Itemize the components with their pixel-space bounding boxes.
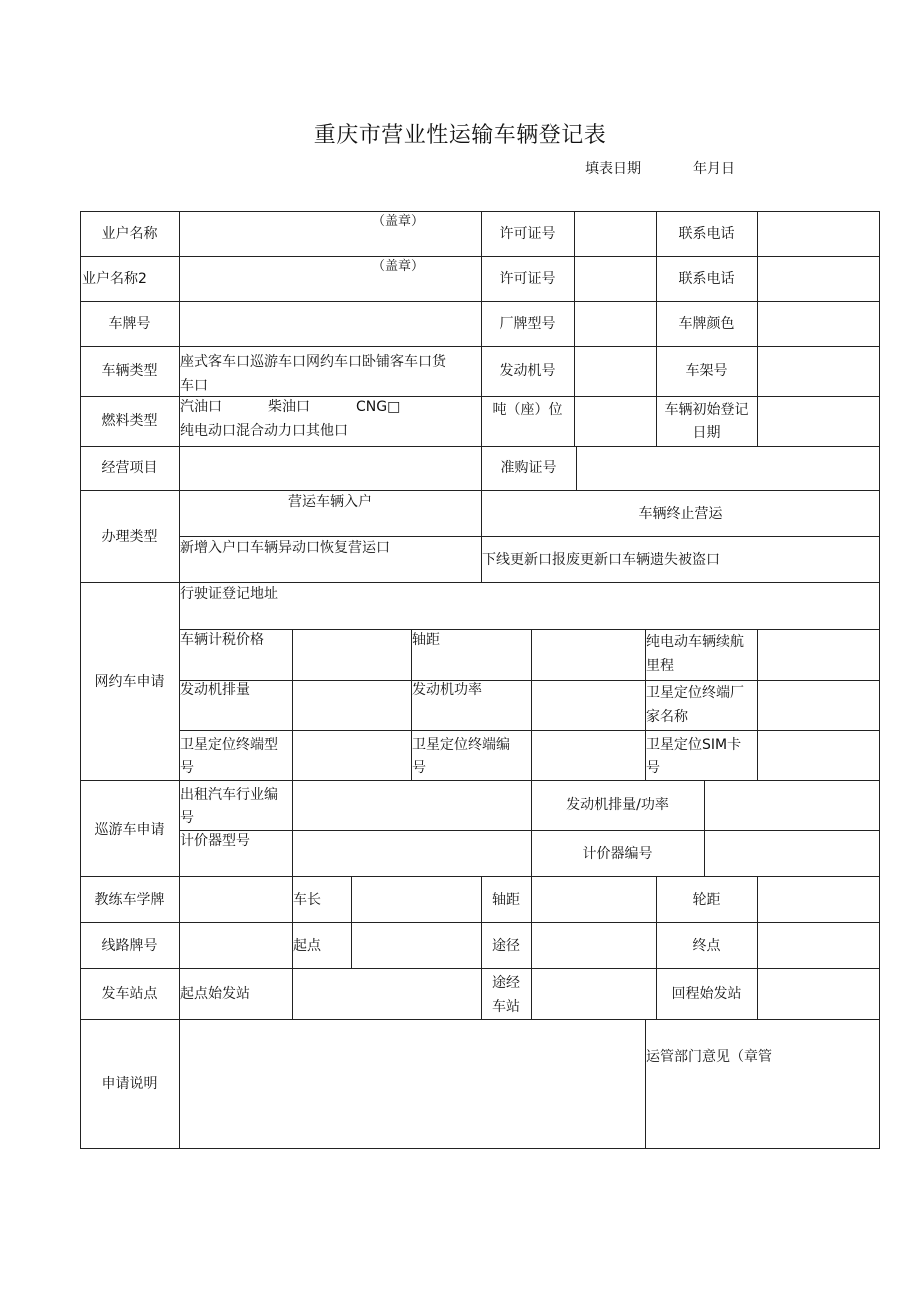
stamp-note-2: （盖章） <box>372 259 425 274</box>
owner-name-label: 业户名称 <box>101 226 158 242</box>
sim-label-line2: 号 <box>646 760 660 776</box>
engine-displacement-label: 发动机排量 <box>180 682 250 698</box>
fuel-cng-option: CNG□ <box>356 399 401 415</box>
coach-wheelbase-label: 轴距 <box>492 892 520 908</box>
phone-2-label: 联系电话 <box>678 271 735 287</box>
ride-wheelbase-label: 轴距 <box>412 632 440 648</box>
gps-model-label-line1: 卫星定位终端型 <box>180 737 278 753</box>
gps-maker-label-line2: 家名称 <box>646 709 688 725</box>
gps-model-label-line2: 号 <box>180 760 194 776</box>
initial-reg-date-label-line1: 车辆初始登记 <box>664 402 749 418</box>
sim-label-line1: 卫星定位SIM卡 <box>646 737 742 753</box>
plate-no-label: 车牌号 <box>108 316 151 332</box>
tax-price-label: 车辆计税价格 <box>180 632 264 648</box>
owner-name-2-label: 业户名称2 <box>82 271 147 287</box>
frame-no-label: 车架号 <box>685 363 728 379</box>
authority-opinion-label: 运管部门意见（章管 <box>646 1049 772 1065</box>
gps-maker-label-line1: 卫星定位终端厂 <box>646 685 744 701</box>
brand-model-label: 厂牌型号 <box>499 316 556 332</box>
meter-no-label: 计价器编号 <box>582 846 653 862</box>
fuel-options-line2: 纯电动口混合动力口其他口 <box>180 423 348 439</box>
via-station-label-line1: 途经 <box>492 975 520 991</box>
entry-options: 新增入户口车辆异动口恢复营运口 <box>180 540 390 556</box>
displacement-power-label: 发动机排量/功率 <box>566 797 669 813</box>
departure-station-label: 发车站点 <box>101 986 158 1002</box>
return-station-label: 回程始发站 <box>671 986 742 1002</box>
vehicle-length-label: 车长 <box>293 892 321 908</box>
ride-hailing-label: 网约车申请 <box>94 674 165 690</box>
business-item-label: 经营项目 <box>101 460 158 476</box>
ev-range-label-line2: 里程 <box>646 658 674 674</box>
permit-no-label: 许可证号 <box>499 226 556 242</box>
page-title: 重庆市营业性运输车辆登记表 <box>313 123 607 148</box>
industry-no-label-line2: 号 <box>180 810 194 826</box>
track-width-label: 轮距 <box>692 892 721 908</box>
engine-no-label: 发动机号 <box>499 363 556 379</box>
vehicle-type-options-line1: 座式客车口巡游车口网约车口卧铺客车口货 <box>180 354 446 370</box>
engine-power-label: 发动机功率 <box>412 682 482 698</box>
tonnage-label: 吨（座）位 <box>492 402 563 418</box>
vehicle-type-label: 车辆类型 <box>101 363 158 379</box>
vehicle-type-options-line2: 车口 <box>180 378 208 394</box>
via-station-label-line2: 车站 <box>492 999 520 1015</box>
initial-reg-date-label-line2: 日期 <box>692 425 721 441</box>
gps-no-label-line1: 卫星定位终端编 <box>412 737 510 753</box>
via-label: 途径 <box>492 938 520 954</box>
gps-no-label-line2: 号 <box>412 760 426 776</box>
ymd-label: 年月日 <box>693 161 735 177</box>
route-plate-label: 线路牌号 <box>101 938 158 954</box>
ev-range-label-line1: 纯电动车辆续航 <box>646 634 744 650</box>
end-point-label: 终点 <box>692 938 721 954</box>
fuel-diesel-option: 柴油口 <box>268 399 310 415</box>
license-address-label: 行驶证登记地址 <box>180 586 278 602</box>
vehicle-entry-heading: 营运车辆入户 <box>288 494 372 510</box>
plate-color-label: 车牌颜色 <box>678 316 735 332</box>
phone-label: 联系电话 <box>678 226 735 242</box>
termination-options: 下线更新口报废更新口车辆遗失被盗口 <box>482 552 720 568</box>
fuel-gasoline-option: 汽油口 <box>180 399 222 415</box>
coach-plate-label: 教练车学牌 <box>94 892 165 908</box>
purchase-permit-label: 准购证号 <box>500 460 557 476</box>
vehicle-termination-heading: 车辆终止营运 <box>638 506 723 522</box>
permit-no-2-label: 许可证号 <box>499 271 556 287</box>
stamp-note: （盖章） <box>372 214 425 229</box>
industry-no-label-line1: 出租汽车行业编 <box>180 787 278 803</box>
origin-station-label: 起点始发站 <box>180 986 250 1002</box>
start-point-label: 起点 <box>293 938 321 954</box>
taxi-label: 巡游车申请 <box>94 822 165 838</box>
handling-type-label: 办理类型 <box>101 529 158 545</box>
fill-date-label: 填表日期 <box>585 161 641 177</box>
meter-model-label: 计价器型号 <box>180 833 250 849</box>
fuel-type-label: 燃料类型 <box>101 413 158 429</box>
application-note-label: 申请说明 <box>101 1076 158 1092</box>
